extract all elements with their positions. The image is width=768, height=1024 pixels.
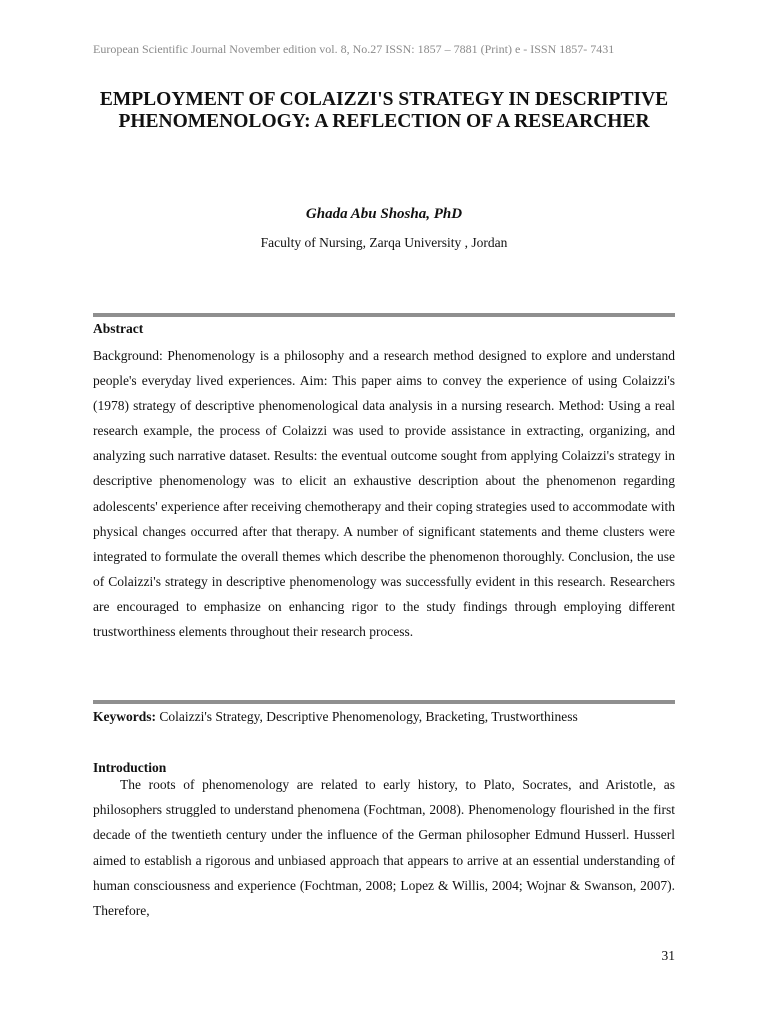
abstract-heading: Abstract — [93, 321, 144, 336]
keywords-label: Keywords: — [93, 709, 156, 724]
page-number: 31 — [661, 948, 675, 963]
abstract-body: Background: Phenomenology is a philosophy and a research method designed to explore and understand people's everyday lived experiences. Aim: This paper aims to convey the experience of using Colaizzi's (1978) strategy of descriptive phenomenological data analysis in a nursing research. Method: Using a real research example, the process of Colaizzi was used to provide assistance in extracting, organizing, and analyzing such narrative dataset. Results: the eventual outcome sought from applying Colaizzi's strategy in descriptive phenomenology was to elicit an exhaustive description about the phenomenon regarding adolescents' experience after receiving chemotherapy and their coping strategies used to accommodate with physical changes occurred after that therapy. A number of significant statements and theme clusters were integrated to formulate the overall themes which describe the phenomenon thoroughly. Conclusion, the use of Colaizzi's strategy in descriptive phenomenology was successfully evident in this research. Researchers are encouraged to emphasize on enhancing rigor to the study findings through employing different trustworthiness elements throughout their research process. — [93, 348, 675, 640]
abstract-top-rule — [93, 313, 675, 317]
keywords-text: Colaizzi's Strategy, Descriptive Phenomenology, Bracketing, Trustworthiness — [159, 709, 578, 724]
introduction-heading: Introduction — [93, 760, 167, 775]
introduction-body: The roots of phenomenology are related to early history, to Plato, Socrates, and Aristotle, as philosophers struggled to understand phenomena (Fochtman, 2008). Phenomenology flourished in the first decade of the twentieth century under the influence of the German philosopher Edmund Husserl. Husserl aimed to establish a rigorous and unbiased approach that appears to arrive at an essential understanding of human consciousness and experience (Fochtman, 2008; Lopez & Willis, 2004; Wojnar & Swanson, 2007). Therefore, — [93, 777, 675, 919]
author-affiliation: Faculty of Nursing, Zarqa University , Jordan — [260, 235, 508, 250]
author-name: Ghada Abu Shosha, PhD — [305, 206, 463, 222]
abstract-bottom-rule — [93, 700, 675, 704]
paper-title: EMPLOYMENT OF COLAIZZI'S STRATEGY IN DESCRIPTIVE PHENOMENOLOGY: A REFLECTION OF A RESEARCHER — [99, 89, 669, 132]
running-header: European Scientific Journal November edition vol. 8, No.27 ISSN: 1857 – 7881 (Print) e - ISSN 1857- 7431 — [93, 42, 615, 56]
keywords-line — [93, 709, 675, 725]
